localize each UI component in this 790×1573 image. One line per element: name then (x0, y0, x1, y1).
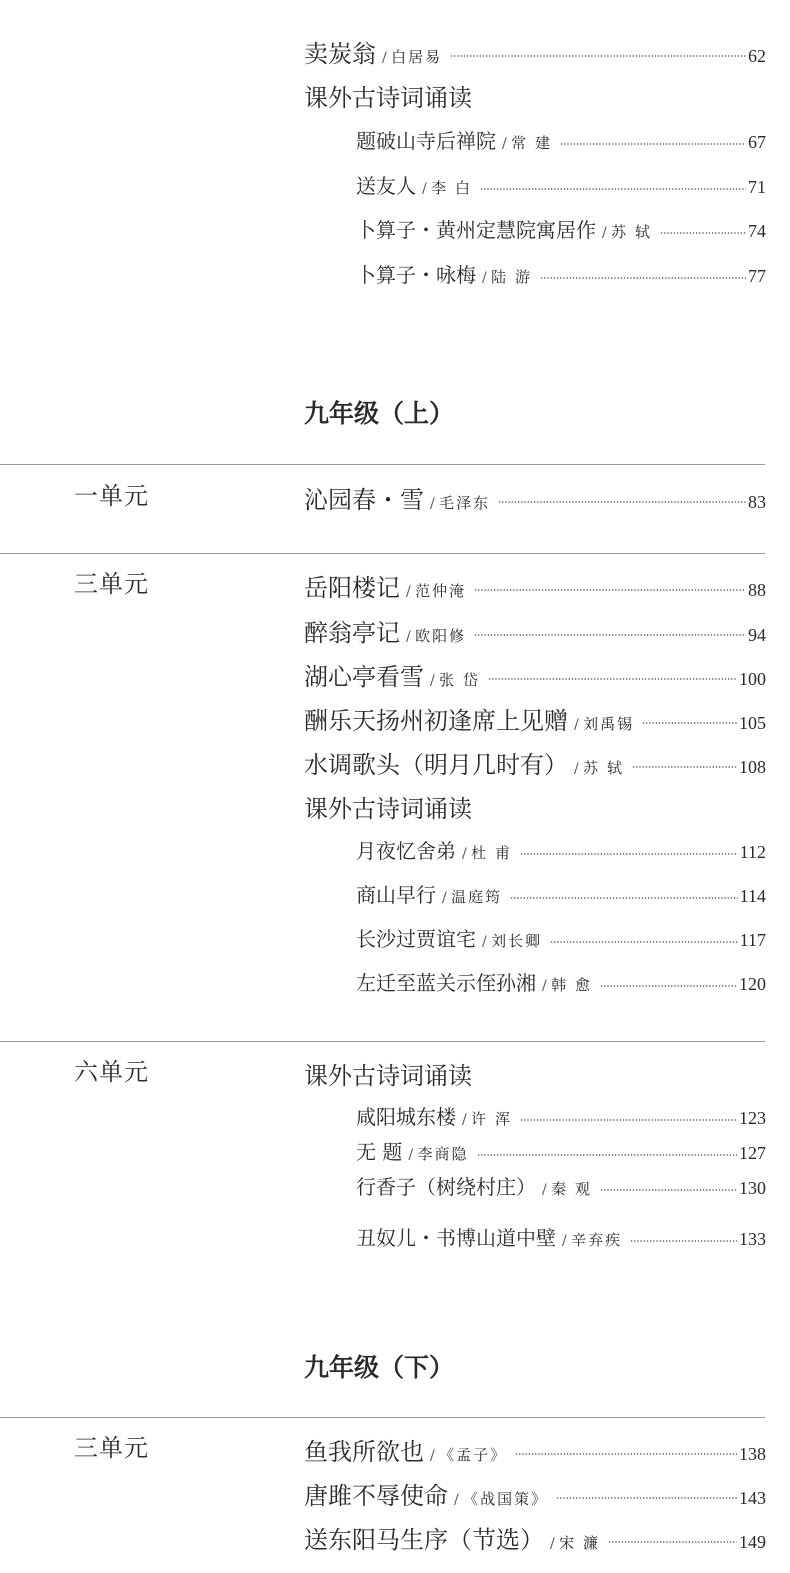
leader-dots (488, 678, 737, 680)
divider (0, 1041, 765, 1042)
section-label: 课外古诗词诵读 (304, 1062, 472, 1090)
entry-author: / 秦 观 (542, 1178, 592, 1199)
leader-dots (630, 1240, 737, 1242)
leader-dots (642, 722, 737, 724)
entry-page: 149 (739, 1532, 766, 1552)
entry-author: / 《战国策》 (454, 1488, 548, 1509)
leader-dots (660, 232, 746, 234)
entry-page: 108 (739, 757, 766, 777)
entry-title: 酬乐天扬州初逢席上见赠 (304, 707, 568, 735)
entry-author: / 刘长卿 (482, 930, 542, 951)
divider (0, 1417, 765, 1418)
leader-dots (550, 941, 737, 943)
toc-entry[interactable] (304, 480, 766, 515)
entry-page: 88 (748, 580, 766, 600)
entry-title: 左迁至蓝关示侄孙湘 (356, 971, 536, 995)
entry-page: 83 (748, 492, 766, 512)
leader-dots (520, 1119, 737, 1121)
entry-author: / 常 建 (502, 132, 552, 153)
entry-title: 水调歌头（明月几时有） (304, 751, 568, 779)
unit-label: 六单元 (74, 1058, 149, 1086)
entry-author: / 韩 愈 (542, 974, 592, 995)
entry-page: 71 (748, 177, 766, 197)
leader-dots (600, 1189, 737, 1191)
entry-page: 143 (739, 1488, 766, 1508)
entry-page: 67 (748, 132, 766, 152)
entry-author: / 张 岱 (430, 669, 480, 690)
leader-dots (556, 1497, 737, 1499)
unit-label: 一单元 (74, 482, 149, 510)
entry-page: 112 (739, 842, 766, 862)
entry-title: 卜算子・咏梅 (356, 263, 476, 287)
entry-title: 无 题 (356, 1140, 403, 1164)
entry-page: 127 (739, 1143, 766, 1163)
leader-dots (520, 853, 738, 855)
divider (0, 553, 765, 554)
leader-dots (608, 1541, 737, 1543)
entry-title: 卜算子・黄州定慧院寓居作 (356, 218, 596, 242)
entry-page: 62 (748, 46, 766, 66)
entry-author: / 温庭筠 (442, 886, 502, 907)
toc-entry[interactable] (304, 1520, 766, 1555)
entry-author: / 李 白 (422, 177, 472, 198)
toc-entry[interactable] (304, 34, 766, 69)
toc-entry[interactable] (304, 745, 766, 780)
leader-dots (540, 277, 746, 279)
entry-title: 沁园春・雪 (304, 486, 424, 514)
toc-entry[interactable] (356, 923, 766, 952)
toc-entry[interactable] (356, 259, 766, 288)
entry-title: 送东阳马生序（节选） (304, 1526, 544, 1554)
entry-title: 湖心亭看雪 (304, 663, 424, 691)
leader-dots (450, 55, 746, 57)
entry-title: 岳阳楼记 (304, 574, 400, 602)
entry-author: / 欧阳修 (406, 625, 466, 646)
entry-author: / 宋 濂 (550, 1532, 600, 1553)
entry-page: 74 (748, 221, 766, 241)
entry-page: 123 (739, 1108, 766, 1128)
entry-author: / 苏 轼 (574, 757, 624, 778)
leader-dots (474, 634, 746, 636)
toc-entry[interactable] (356, 125, 766, 154)
toc-entry[interactable] (356, 1222, 766, 1251)
toc-entry[interactable] (356, 835, 766, 864)
entry-title: 咸阳城东楼 (356, 1105, 456, 1129)
entry-title: 卖炭翁 (304, 40, 376, 68)
entry-author: / 范仲淹 (406, 580, 466, 601)
entry-page: 114 (739, 886, 766, 906)
leader-dots (510, 897, 737, 899)
toc-entry[interactable] (304, 568, 766, 603)
divider (0, 464, 765, 465)
toc-entry[interactable] (356, 1136, 766, 1165)
leader-dots (474, 589, 746, 591)
entry-author: / 苏 轼 (602, 221, 652, 242)
toc-entry[interactable] (304, 701, 766, 736)
entry-page: 94 (748, 625, 766, 645)
entry-title: 题破山寺后禅院 (356, 129, 496, 153)
unit-label: 三单元 (74, 570, 149, 598)
toc-entry[interactable] (304, 657, 766, 692)
entry-title: 醉翁亭记 (304, 619, 400, 647)
entry-author: / 许 浑 (462, 1108, 512, 1129)
toc-entry[interactable] (304, 613, 766, 648)
entry-title: 长沙过贾谊宅 (356, 927, 476, 951)
entry-author: / 毛泽东 (430, 492, 490, 513)
toc-entry[interactable] (304, 1476, 766, 1511)
entry-title: 送友人 (356, 174, 416, 198)
toc-entry[interactable] (304, 1432, 766, 1467)
entry-title: 鱼我所欲也 (304, 1438, 424, 1466)
section-label: 课外古诗词诵读 (304, 84, 472, 112)
unit-label: 三单元 (74, 1434, 149, 1462)
entry-author: / 辛弃疾 (562, 1229, 622, 1250)
entry-page: 133 (739, 1229, 766, 1249)
toc-entry[interactable] (356, 967, 766, 996)
entry-author: / 陆 游 (482, 266, 532, 287)
entry-author: / 白居易 (382, 46, 442, 67)
entry-author: / 杜 甫 (462, 842, 512, 863)
toc-entry[interactable] (356, 1101, 766, 1130)
leader-dots (632, 766, 737, 768)
grade-heading: 九年级（下） (304, 1353, 455, 1382)
toc-entry[interactable] (356, 1171, 766, 1200)
entry-page: 117 (739, 930, 766, 950)
leader-dots (600, 985, 737, 987)
entry-title: 丑奴儿・书博山道中壁 (356, 1226, 556, 1250)
toc-entry[interactable] (356, 879, 766, 908)
entry-title: 行香子（树绕村庄） (356, 1175, 536, 1199)
toc-entry[interactable] (356, 170, 766, 199)
entry-page: 100 (739, 669, 766, 689)
entry-author: / 刘禹锡 (574, 713, 634, 734)
section-label: 课外古诗词诵读 (304, 795, 472, 823)
entry-page: 77 (748, 266, 766, 286)
toc-entry[interactable] (356, 214, 766, 243)
entry-title: 唐雎不辱使命 (304, 1482, 448, 1510)
grade-heading: 九年级（上） (304, 399, 455, 428)
entry-page: 105 (739, 713, 766, 733)
entry-page: 120 (739, 974, 766, 994)
entry-page: 138 (739, 1444, 766, 1464)
leader-dots (480, 188, 746, 190)
entry-author: / 李商隐 (408, 1143, 468, 1164)
entry-page: 130 (739, 1178, 766, 1198)
leader-dots (477, 1154, 737, 1156)
leader-dots (498, 501, 746, 503)
leader-dots (515, 1453, 737, 1455)
leader-dots (560, 143, 746, 145)
entry-title: 月夜忆舍弟 (356, 839, 456, 863)
entry-author: / 《孟子》 (430, 1444, 507, 1465)
entry-title: 商山早行 (356, 883, 436, 907)
